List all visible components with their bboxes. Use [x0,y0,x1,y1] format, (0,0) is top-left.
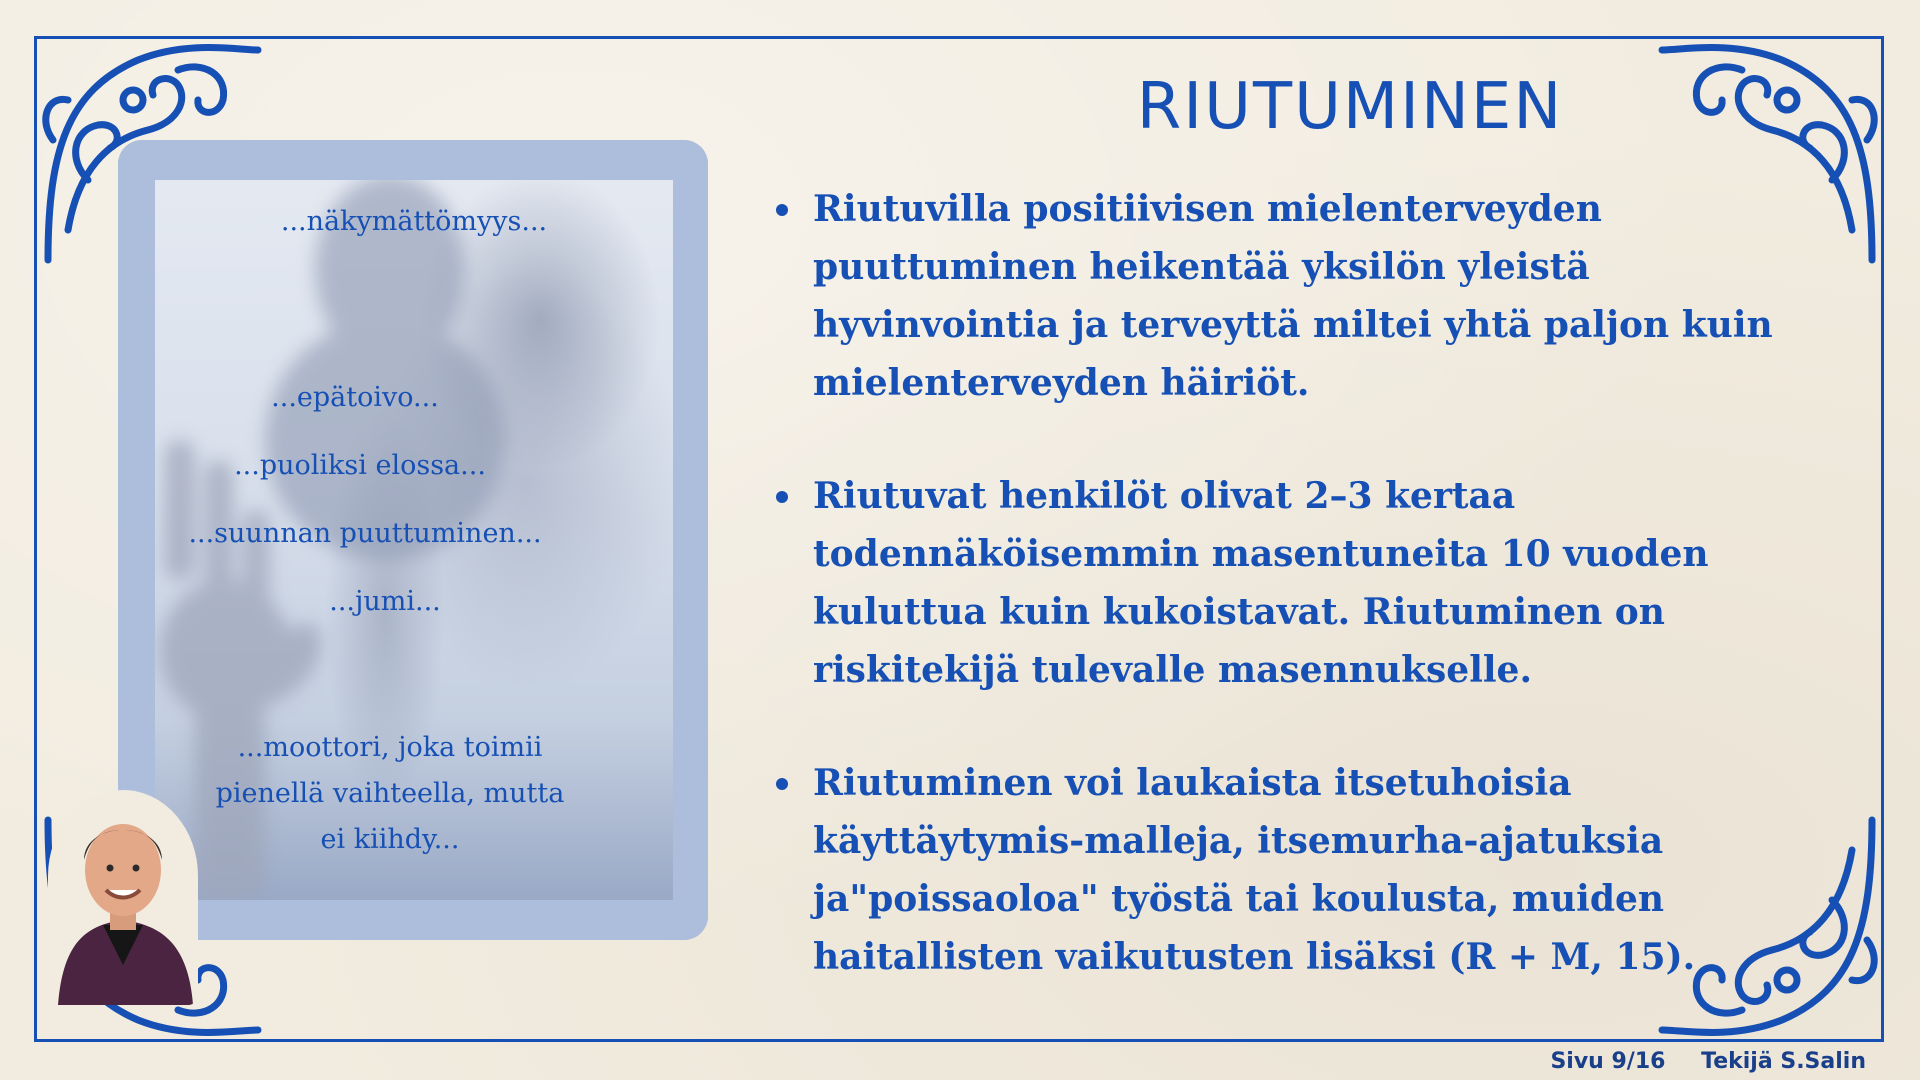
page-number: Sivu 9/16 [1550,1049,1666,1074]
photo-caption: ...puoliksi elossa... [234,450,486,481]
photo-caption: ...suunnan puuttuminen... [188,518,542,549]
photo-caption: ...jumi... [329,586,441,617]
author-credit: Tekijä S.Salin [1701,1049,1866,1074]
photo-caption: pienellä vaihteella, mutta [215,778,565,809]
photo-caption: ei kiihdy... [320,824,460,855]
bullet-item: Riutuminen voi laukaista itsetuhoisia käyttäytymis-malleja, itsemurha-ajatuksia ja"poissaoloa" työstä tai koulusta, muiden haitallisten vaikutusten lisäksi (R + M, 15). [770,754,1830,986]
foggy-glass-image [155,180,673,900]
footer [1522,1049,1866,1074]
author-avatar [48,790,198,1005]
bullet-list [770,180,1830,1041]
photo-caption: ...moottori, joka toimii [237,732,543,763]
photo-caption: ...epätoivo... [271,382,439,413]
bullet-item: Riutuvat henkilöt olivat 2–3 kertaa todennäköisemmin masentuneita 10 vuoden kuluttua kuin kukoistavat. Riutuminen on riskitekijä tulevalle masennukselle. [770,467,1830,699]
photo-caption: ...näkymättömyys... [280,206,548,237]
bullet-item: Riutuvilla positiivisen mielenterveyden puuttuminen heikentää yksilön yleistä hyvinvointia ja terveyttä miltei yhtä paljon kuin mielenterveyden häiriöt. [770,180,1830,412]
page-title: RIUTUMINEN [1136,70,1564,144]
